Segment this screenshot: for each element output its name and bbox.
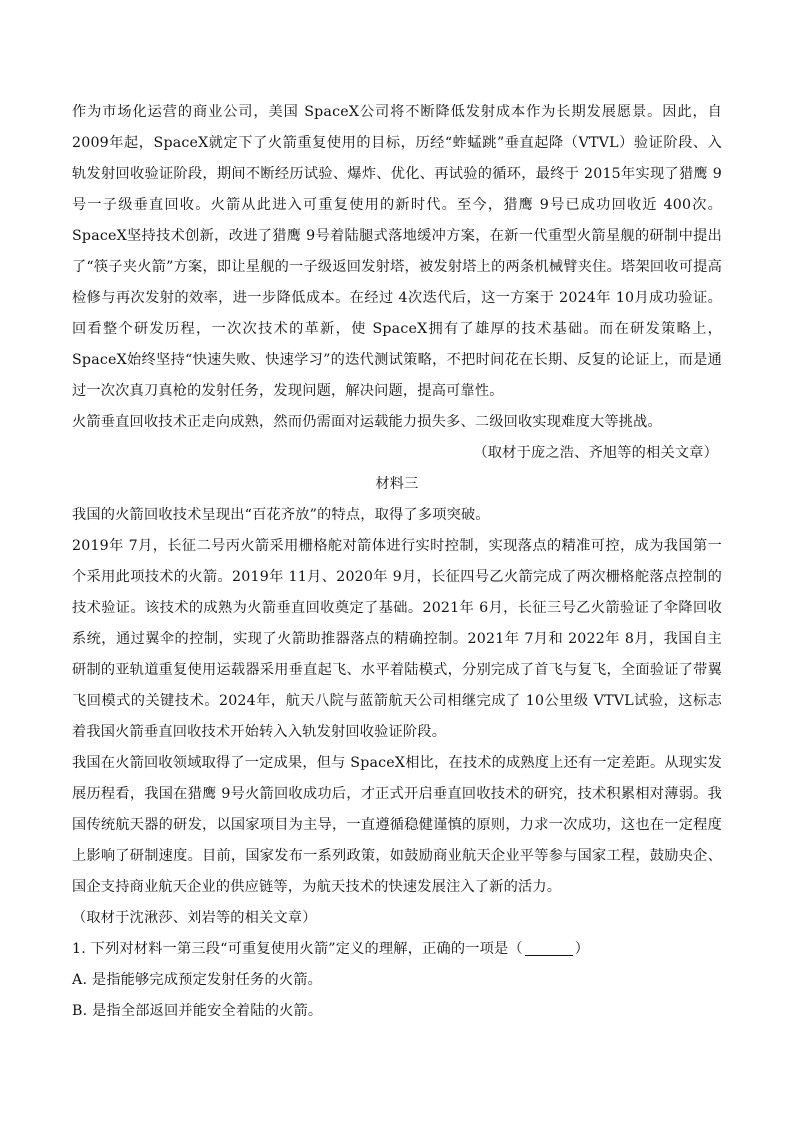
material2-source: （取材于庞之浩、齐旭等的相关文章） [473,445,718,461]
material3-paragraph-1: 我国的火箭回收技术呈现出“百花齐放”的特点，取得了多项突破。 [72,507,490,523]
document-page [72,97,722,1027]
material2-paragraph-2: 火箭垂直回收技术正走向成熟，然而仍需面对运载能力损失多、二级回收实现难度大等挑战。 [72,414,662,430]
material3-paragraph-3: 我国在火箭回收领域取得了一定成果，但与 SpaceX相比，在技术的成熟度上还有一定差距。从现实发展历程看，我国在猎鹰 9号火箭回收成功后，才正式开启垂直回收技术的研究，技术积累相对薄弱。我国传统航天器的研发，以国家项目为主导，一直遵循稳健谨慎的原则，力求一次成功，这也在一定程度上影响了研制速度。目前，国家发布一系列政策，如鼓励商业航天企业平等参与国家工程，鼓励央企、国企支持商业航天企业的供应链等，为航天技术的快速发展注入了新的活力。 [72,755,722,895]
material3-source: （取材于沈湫莎、刘岩等的相关文章） [72,910,317,926]
question-1-stem-close: ） [574,941,590,957]
material2-paragraph-1: 作为市场化运营的商业公司，美国 SpaceX公司将不断降低发射成本作为长期发展愿景。因此，自 2009年起，SpaceX就定下了火箭重复使用的目标，历经“蚱蜢跳”垂直起降（VTVL）验证阶段、入轨发射回收验证阶段，期间不断经历试验、爆炸、优化、再试验的循环，最终于 2015年实现了猎鹰 9号一子级垂直回收。火箭从此进入可重复使用的新时代。至今，猎鹰 9号已成功回收近 400次。SpaceX坚持技术创新，改进了猎鹰 9号着陆腿式落地缓冲方案，在新一代重型火箭星舰的研制中提出了“筷子夹火箭”方案，即让星舰的一子级返回发射塔，被发射塔上的两条机械臂夹住。塔架回收可提高检修与再次发射的效率，进一步降低成本。在经过 4次迭代后，这一方案于 2024年 10月成功验证。回看整个研发历程，一次次技术的革新，使 SpaceX拥有了雄厚的技术基础。而在研发策略上，SpaceX始终坚持“快速失败、快速学习”的迭代测试策略，不把时间花在长期、反复的论证上，而是通过一次次真刀真枪的发射任务，发现问题，解决问题，提高可靠性。 [72,104,722,399]
question-1-stem [72,934,722,965]
question-1-option-b: B. 是指全部返回并能安全着陆的火箭。 [72,1003,323,1019]
question-1-option-a: A. 是指能够完成预定发射任务的火箭。 [72,972,323,988]
answer-blank[interactable] [525,939,573,956]
question-1-stem-text: 1. 下列对材料一第三段“可重复使用火箭”定义的理解，正确的一项是（ [72,941,523,957]
material3-title: 材料三 [375,476,419,492]
material3-paragraph-2: 2019年 7月，长征二号丙火箭采用栅格舵对箭体进行实时控制，实现落点的精准可控，成为我国第一个采用此项技术的火箭。2019年 11月、2020年 9月，长征四号乙火箭完成了两次栅格舵落点控制的技术验证。该技术的成熟为火箭垂直回收奠定了基础。2021年 6月，长征三号乙火箭验证了伞降回收系统，通过翼伞的控制，实现了火箭助推器落点的精确控制。2021年 7月和 2022年 8月，我国自主研制的亚轨道重复使用运载器采用垂直起飞、水平着陆模式，分别完成了首飞与复飞，全面验证了带翼飞回模式的关键技术。2024年，航天八院与蓝箭航天公司相继完成了 10公里级 VTVL试验，这标志着我国火箭垂直回收技术开始转入入轨发射回收验证阶段。 [72,538,722,740]
